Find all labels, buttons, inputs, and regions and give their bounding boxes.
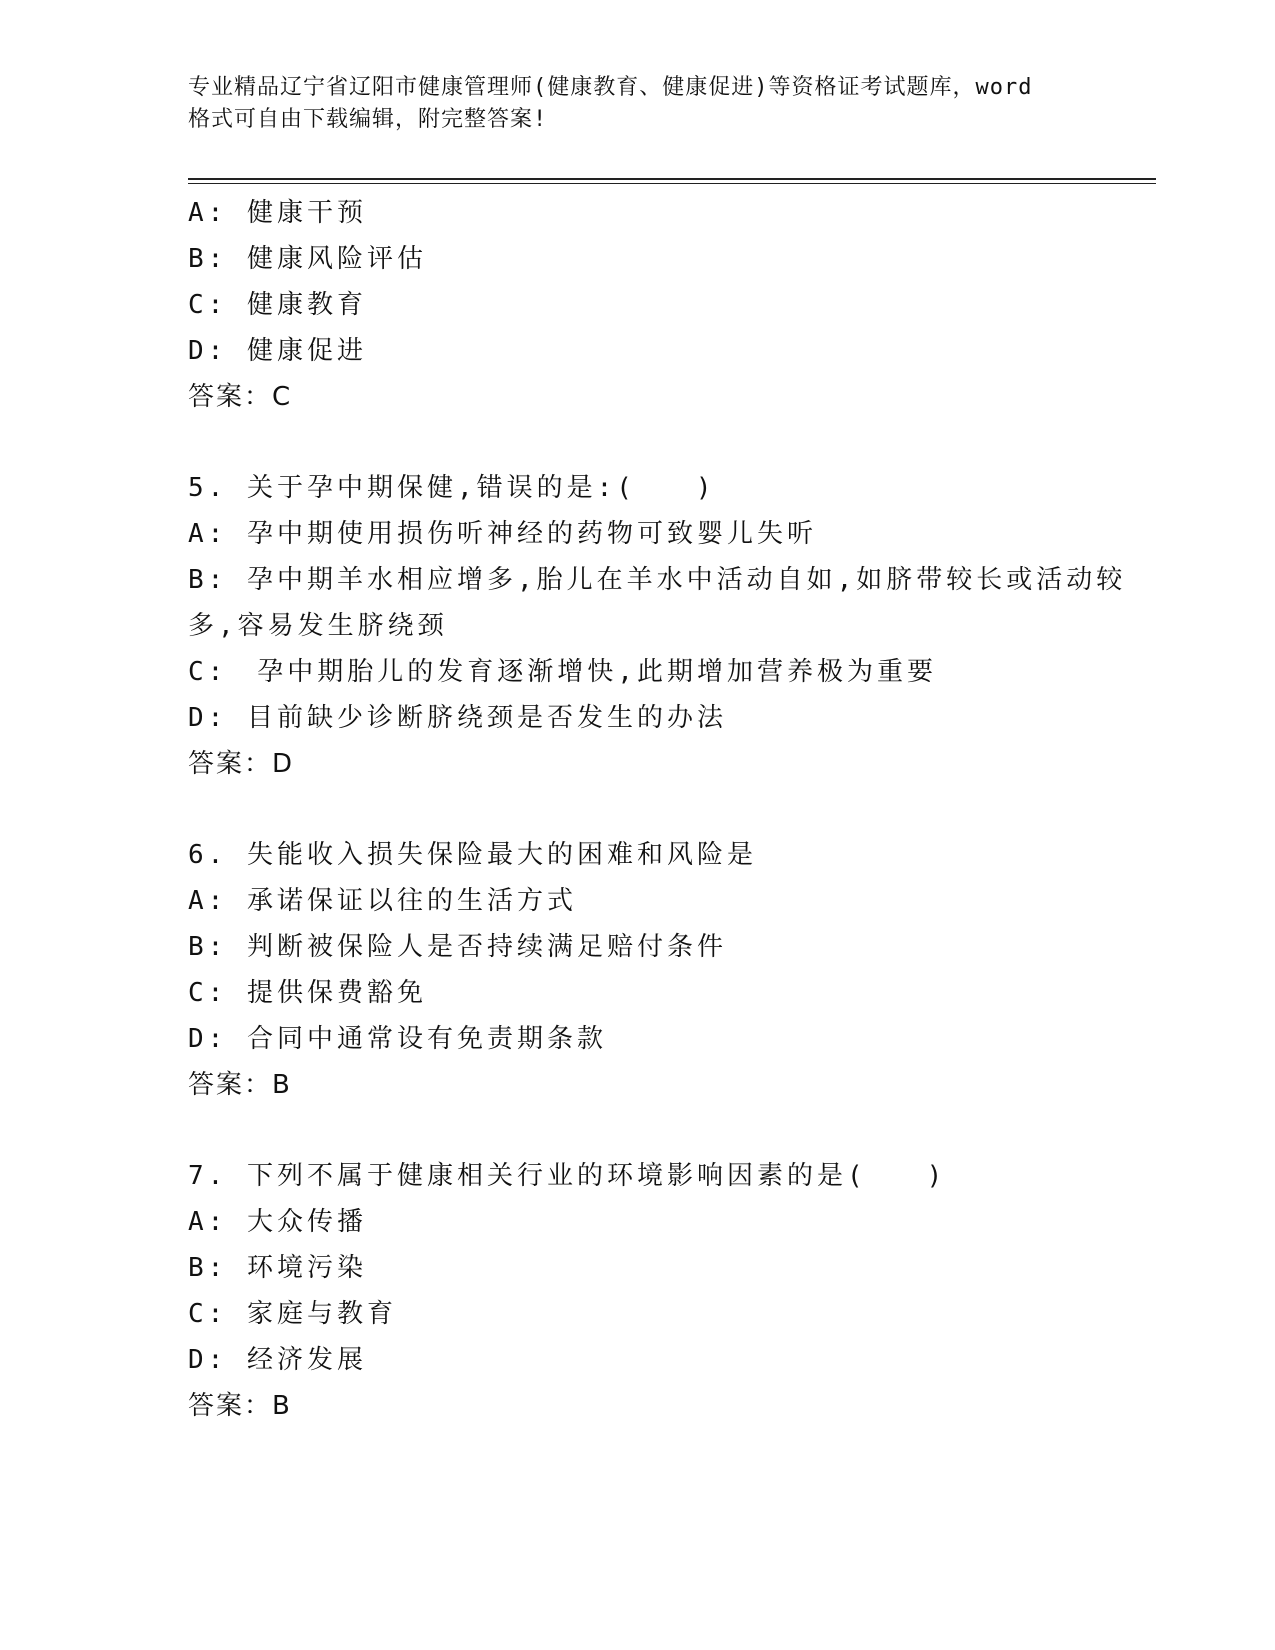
option-a: A: 承诺保证以往的生活方式 (188, 886, 577, 916)
answer-line: 答案：D (188, 749, 295, 779)
question-list (188, 190, 1148, 1429)
option-a: A: 孕中期使用损伤听神经的药物可致婴儿失听 (188, 519, 817, 549)
answer-line: 答案：C (188, 382, 293, 412)
question-6 (188, 832, 1148, 1108)
question-7 (188, 1153, 1148, 1429)
option-d: D: 合同中通常设有免责期条款 (188, 1024, 607, 1054)
option-b-line-2: 多,容易发生脐绕颈 (188, 611, 448, 641)
option-b: B: 环境污染 (188, 1253, 367, 1283)
option-c: C: 提供保费豁免 (188, 978, 427, 1008)
question-stem: 7. 下列不属于健康相关行业的环境影响因素的是( ) (188, 1161, 947, 1191)
header-line-1: 专业精品辽宁省辽阳市健康管理师(健康教育、健康促进)等资格证考试题库，word (188, 75, 1033, 100)
question-5 (188, 465, 1148, 787)
option-a: A: 健康干预 (188, 198, 367, 228)
option-b-line-1: B: 孕中期羊水相应增多,胎儿在羊水中活动自如,如脐带较长或活动较 (188, 565, 1127, 595)
option-d: D: 经济发展 (188, 1345, 367, 1375)
question-stem: 5. 关于孕中期保健,错误的是:( ) (188, 473, 716, 503)
option-d: D: 健康促进 (188, 336, 367, 366)
question-4 (188, 190, 1148, 420)
option-b: B: 健康风险评估 (188, 244, 427, 274)
answer-line: 答案：B (188, 1391, 292, 1421)
option-a: A: 大众传播 (188, 1207, 367, 1237)
header-rule-thin (188, 183, 1156, 184)
header-rule-thick (188, 178, 1156, 180)
document-header (188, 72, 1088, 136)
header-line-2: 格式可自由下载编辑，附完整答案! (188, 107, 548, 132)
option-b: B: 判断被保险人是否持续满足赔付条件 (188, 932, 727, 962)
option-c: C: 孕中期胎儿的发育逐渐增快,此期增加营养极为重要 (188, 657, 937, 687)
option-d: D: 目前缺少诊断脐绕颈是否发生的办法 (188, 703, 727, 733)
answer-line: 答案：B (188, 1070, 292, 1100)
question-stem: 6. 失能收入损失保险最大的困难和风险是 (188, 840, 757, 870)
option-c: C: 家庭与教育 (188, 1299, 397, 1329)
option-c: C: 健康教育 (188, 290, 367, 320)
